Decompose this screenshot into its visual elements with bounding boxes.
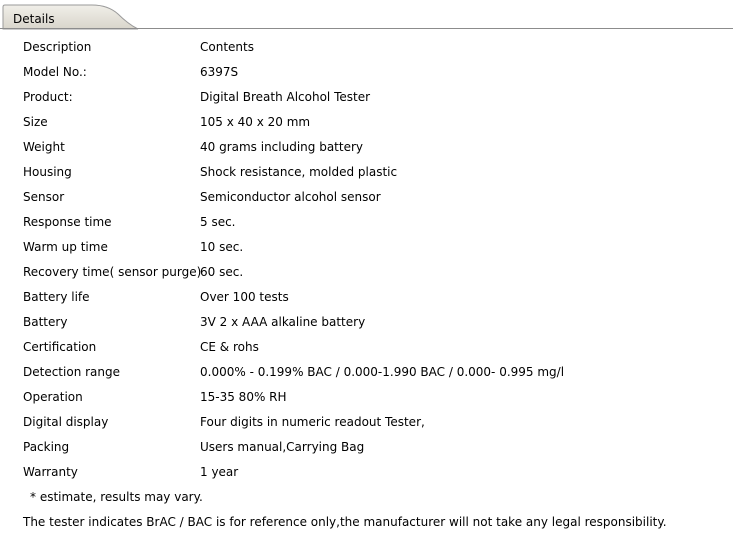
row-label: Warranty	[23, 465, 78, 479]
row-label: Packing	[23, 440, 70, 454]
row-value: Users manual,Carrying Bag	[200, 440, 365, 454]
table-row	[0, 159, 735, 184]
table-row	[0, 284, 735, 309]
details-tab[interactable]: Details	[13, 12, 55, 26]
table-row	[0, 109, 735, 134]
details-tab-bar	[0, 0, 735, 30]
row-label: Certification	[23, 340, 97, 354]
row-value: Shock resistance, molded plastic	[200, 165, 398, 179]
row-value: Semiconductor alcohol sensor	[200, 190, 381, 204]
row-label: Battery life	[23, 290, 90, 304]
row-label: Weight	[23, 140, 65, 154]
table-row	[0, 359, 735, 384]
row-value: 60 sec.	[200, 265, 244, 279]
row-label: Housing	[23, 165, 72, 179]
table-row	[0, 459, 735, 484]
row-label: Recovery time( sensor purge)	[23, 265, 202, 279]
row-value: 15-35 80% RH	[200, 390, 287, 404]
table-row	[0, 134, 735, 159]
table-header-row	[0, 34, 735, 59]
row-label: Model No.:	[23, 65, 87, 79]
row-value: 0.000% - 0.199% BAC / 0.000-1.990 BAC / 0.000- 0.995 mg/l	[200, 365, 565, 379]
estimate-note: * estimate, results may vary.	[30, 490, 203, 504]
row-label: Size	[23, 115, 48, 129]
row-value: Over 100 tests	[200, 290, 289, 304]
row-value: 3V 2 x AAA alkaline battery	[200, 315, 366, 329]
table-row	[0, 84, 735, 109]
row-label: Detection range	[23, 365, 121, 379]
disclaimer-text: The tester indicates BrAC / BAC is for reference only,the manufacturer will not take any legal responsibility.	[23, 515, 667, 529]
row-label: Battery	[23, 315, 68, 329]
row-value: 10 sec.	[200, 240, 244, 254]
table-row	[0, 384, 735, 409]
row-value: Four digits in numeric readout Tester,	[200, 415, 425, 429]
row-value: Digital Breath Alcohol Tester	[200, 90, 371, 104]
row-label: Warm up time	[23, 240, 108, 254]
table-row	[0, 209, 735, 234]
row-value: 1 year	[200, 465, 239, 479]
table-row	[0, 309, 735, 334]
row-value: 40 grams including battery	[200, 140, 364, 154]
table-row	[0, 434, 735, 459]
header-contents: Contents	[200, 40, 254, 54]
row-value: CE & rohs	[200, 340, 259, 354]
table-row	[0, 259, 735, 284]
details-table	[0, 34, 735, 484]
row-label: Product:	[23, 90, 73, 104]
tab-divider-line	[0, 28, 733, 29]
header-description: Description	[23, 40, 92, 54]
row-label: Operation	[23, 390, 83, 404]
row-label: Response time	[23, 215, 112, 229]
table-row	[0, 59, 735, 84]
row-label: Sensor	[23, 190, 65, 204]
row-label: Digital display	[23, 415, 109, 429]
table-row	[0, 184, 735, 209]
row-value: 6397S	[200, 65, 239, 79]
table-row	[0, 409, 735, 434]
row-value: 105 x 40 x 20 mm	[200, 115, 311, 129]
row-value: 5 sec.	[200, 215, 236, 229]
table-row	[0, 234, 735, 259]
table-row	[0, 334, 735, 359]
